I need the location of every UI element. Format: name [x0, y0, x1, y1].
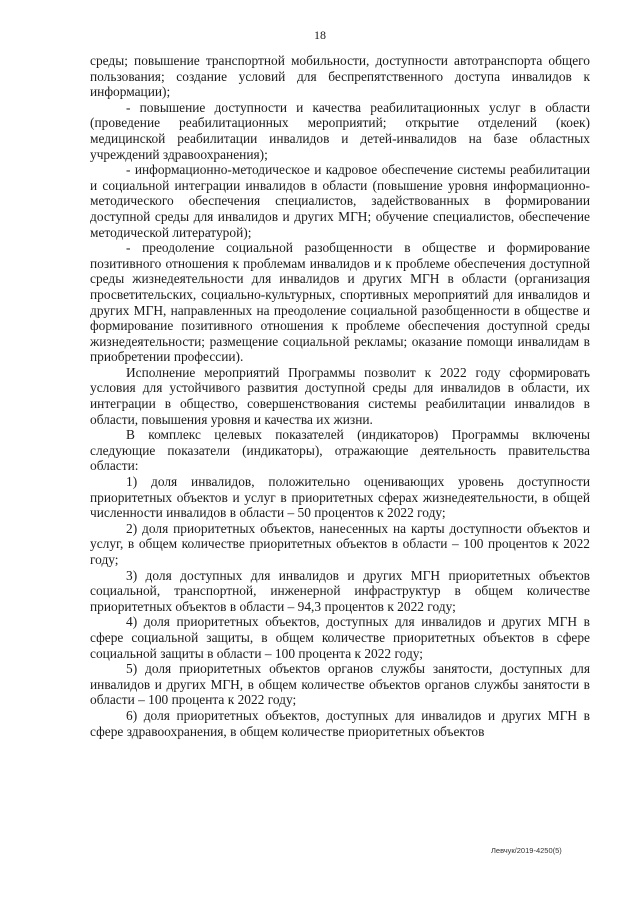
document-code: Левчук/2019-4250(5): [491, 846, 562, 855]
paragraph: 2) доля приоритетных объектов, нанесенных на карты доступности объектов и услуг, в общем количестве приоритетных объектов в области – 100 процентов к 2022 году;: [90, 520, 590, 567]
paragraph: 6) доля приоритетных объектов, доступных для инвалидов и других МГН в сфере здравоохранения, в общем количестве приоритетных объектов: [90, 707, 590, 739]
paragraph: - преодоление социальной разобщенности в обществе и формирование позитивного отношения к проблемам инвалидов и к проблеме обеспечения доступной среды жизнедеятельности для инвалидов и других МГН в области (организация просветительских, социально-культурных, спортивных мероприятий для инвалидов и других МГН, направленных на преодоление социальной разобщенности в обществе и формирование позитивного отношения к проблеме обеспечения доступной среды жизнедеятельности; размещение социальной рекламы; оказание помощи инвалидам в приобретении профессии).: [90, 240, 590, 365]
paragraph: 5) доля приоритетных объектов органов службы занятости, доступных для инвалидов и других МГН, в общем количестве объектов органов службы занятости в области – 100 процента к 2022 году;: [90, 661, 590, 708]
body-text: [90, 53, 590, 739]
page-number: 18: [314, 28, 326, 42]
paragraph: 4) доля приоритетных объектов, доступных для инвалидов и других МГН в сфере социальной защиты, в общем количестве приоритетных объектов в сфере социальной защиты в области – 100 процента к 2022 году;: [90, 614, 590, 661]
paragraph: среды; повышение транспортной мобильности, доступности автотранспорта общего пользования; создание условий для беспрепятственного доступа инвалидов к информации);: [90, 53, 590, 100]
paragraph: - повышение доступности и качества реабилитационных услуг в области (проведение реабилитационных мероприятий; открытие отделений (коек) медицинской реабилитации инвалидов и детей-инвалидов на базе областных учреждений здравоохранения);: [90, 99, 590, 162]
paragraph: Исполнение мероприятий Программы позволит к 2022 году сформировать условия для устойчивого развития доступной среды для инвалидов в области, их интеграции в общество, совершенствования системы реабилитации инвалидов в области, повышения уровня и качества их жизни.: [90, 364, 590, 427]
paragraph: - информационно-методическое и кадровое обеспечение системы реабилитации и социальной интеграции инвалидов в области (повышение уровня информационно-методического обеспечения специалистов, задействованных в формировании доступной среды для инвалидов и других МГН; обучение специалистов, обеспечение методической литературой);: [90, 162, 590, 240]
paragraph: В комплекс целевых показателей (индикаторов) Программы включены следующие показатели (индикаторы), отражающие деятельность правительства области:: [90, 427, 590, 474]
paragraph: 3) доля доступных для инвалидов и других МГН приоритетных объектов социальной, транспортной, инженерной инфраструктур в общем количестве приоритетных объектов в области – 94,3 процентов к 2022 году;: [90, 567, 590, 614]
paragraph: 1) доля инвалидов, положительно оценивающих уровень доступности приоритетных объектов и услуг в приоритетных сферах жизнедеятельности, в общей численности инвалидов в области – 50 процентов к 2022 году;: [90, 474, 590, 521]
